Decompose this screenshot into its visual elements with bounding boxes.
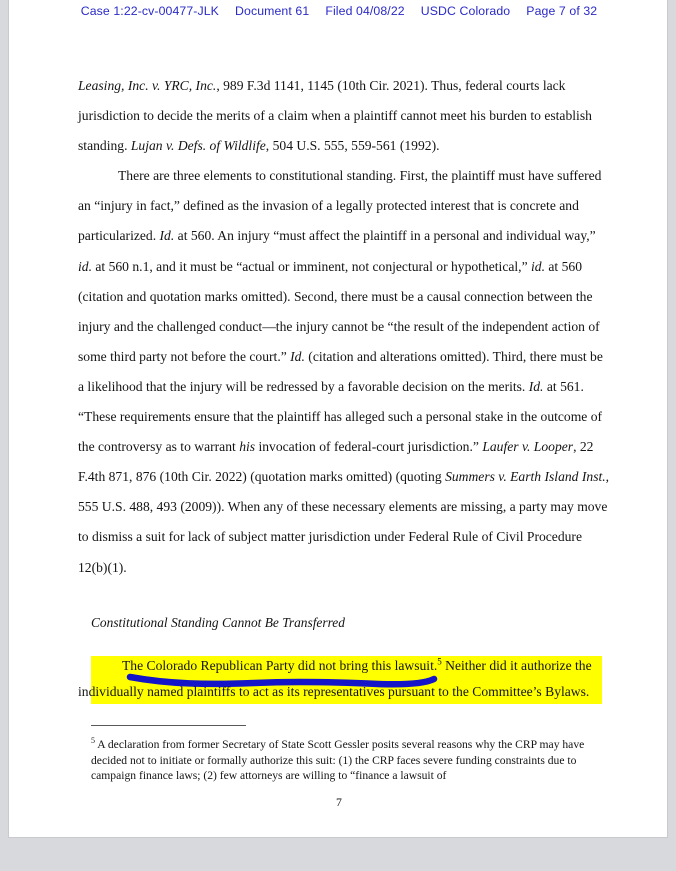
- header-case-number: Case 1:22-cv-00477-JLK: [80, 4, 219, 18]
- header-filed-date: Filed 04/08/22: [325, 4, 405, 18]
- emphasis-his: his: [239, 439, 256, 455]
- header-document-number: Document 61: [235, 4, 310, 18]
- citation-id-4: Id.: [290, 348, 305, 364]
- vertical-spacer: [9, 583, 668, 613]
- standing-text-g: invocation of federal-court jurisdiction.”: [255, 439, 483, 455]
- footnote-number: 5: [91, 736, 95, 746]
- underlined-sentence: The Colorado Republican Party did not bring this lawsuit.: [122, 657, 438, 673]
- standing-text-i: , 555 U.S. 488, 493 (2009)). When any of these necessary elements are missing, a party may move to dismiss a suit for lack of subject matter jurisdiction under Federal Rule of Civil Procedure 12(b)(1).: [78, 469, 610, 575]
- footnote-reference-marker: 5: [437, 656, 442, 667]
- footnote-text: A declaration from former Secretary of State Scott Gessler posits several reasons why the CRP may have decided not to initiate or formally authorize this suit: (1) the CRP faces severe funding constraints due to campaign finance laws; (2) few attorneys are willing to “finance a lawsuit of: [91, 738, 585, 782]
- citation-leasing-yrc: Leasing, Inc. v. YRC, Inc.: [78, 78, 217, 93]
- citation-id-2: id.: [78, 258, 92, 274]
- citation-id-5: Id.: [528, 378, 544, 394]
- standing-text-e: (citation and alterations omitted). Third, there must be a likelihood that the injury will be redressed by a favorable decision on the merits.: [78, 348, 603, 394]
- citation-lujan: Lujan v. Defs. of Wildlife: [130, 138, 266, 154]
- paragraph-continuation-text: , 989 F.3d 1141, 1145 (10th Cir. 2021). Thus, federal courts lack jurisdiction to decide the merits of a claim when a plaintiff cannot meet his burden to establish standing.: [78, 78, 592, 154]
- paragraph-continuation-tail: , 504 U.S. 555, 559-561 (1992).: [265, 138, 440, 154]
- standing-text-h: , 22 F.4th 871, 876 (10th Cir. 2022) (quotation marks omitted) (quoting: [78, 439, 594, 485]
- section-heading: Constitutional Standing Cannot Be Transferred: [91, 614, 345, 630]
- citation-laufer: Laufer v. Looper: [482, 439, 574, 455]
- header-court: USDC Colorado: [420, 4, 511, 18]
- vertical-spacer: [9, 705, 668, 725]
- highlighted-passage: [9, 653, 668, 705]
- vertical-spacer: [9, 633, 668, 653]
- highlighted-passage-text: [78, 653, 611, 705]
- ecf-header-stamp: [9, 0, 668, 22]
- standing-text-c: at 560 n.1, and it must be “actual or imminent, not conjectural or hypothetical,”: [91, 258, 532, 274]
- standing-text-d: at 560 (citation and quotation marks omitted). Second, there must be a causal connection between the injury and the challenged conduct—the injury cannot be “the result of the independent action of some third party not before the court.”: [78, 258, 600, 364]
- highlighted-line1-tail: Neither did it authorize the: [441, 657, 592, 673]
- citation-summers: Summers v. Earth Island Inst.: [445, 469, 606, 485]
- page-number: 7: [336, 795, 342, 809]
- standing-text-b: at 560. An injury “must affect the plaintiff in a personal and individual way,”: [174, 228, 596, 244]
- paragraph-standing-elements: [9, 161, 668, 582]
- highlighted-line2: individually named plaintiffs to act as its representatives pursuant to the Committee’s Bylaws.: [78, 683, 590, 699]
- citation-id-3: id.: [531, 258, 545, 274]
- footnote-separator-rule: [91, 725, 246, 726]
- header-page-indicator: Page 7 of 32: [526, 4, 598, 18]
- standing-text-f: at 561. “These requirements ensure that the plaintiff has alleged such a personal stake in the outcome of the controversy as to warrant: [78, 378, 603, 455]
- paragraph-continuation: [9, 22, 668, 161]
- citation-id-1: Id.: [159, 228, 175, 244]
- footnote-5: [9, 737, 668, 783]
- document-body: [9, 22, 668, 810]
- standing-text-a: There are three elements to constitutional standing. First, the plaintiff must have suffered an “injury in fact,” defined as the invasion of a legally protected interest that is concrete and particularized.: [78, 168, 602, 244]
- document-page: [8, 0, 668, 838]
